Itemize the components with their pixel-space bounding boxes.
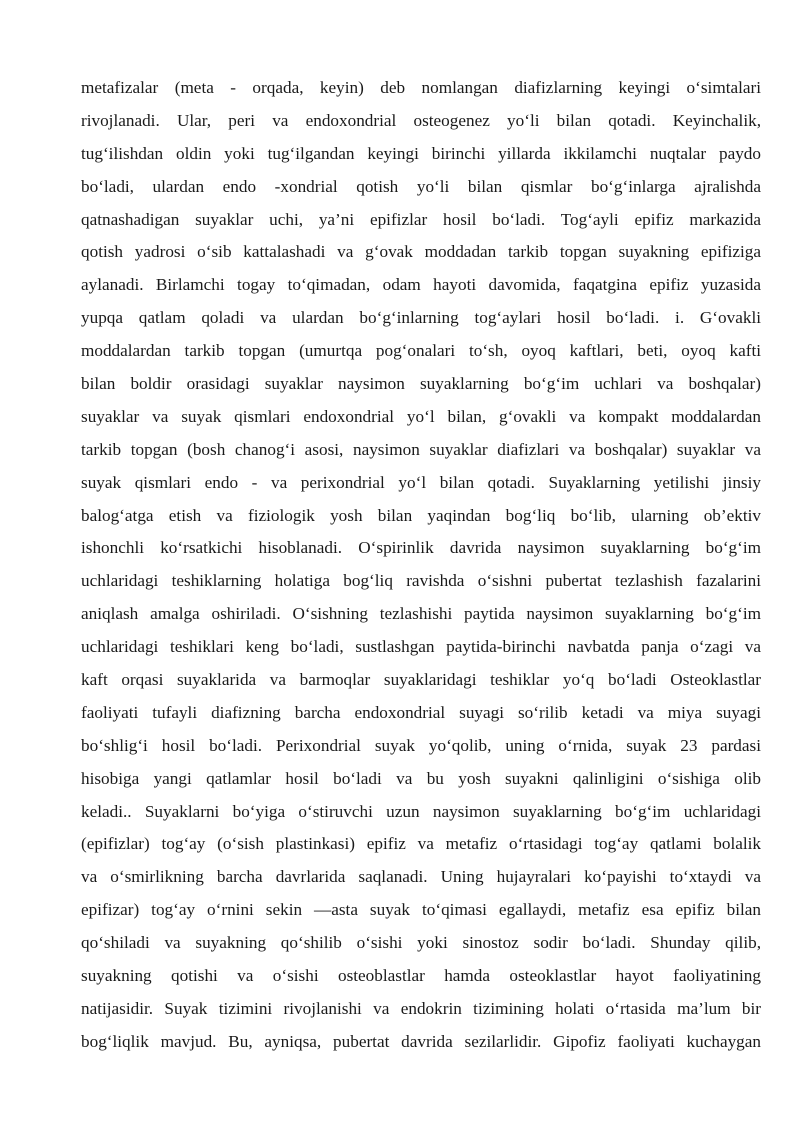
text-line-22: hisobiga yangi qatlamlar hosil bo‘ladi va bu yosh suyakni qalinligini o‘sishiga olib <box>81 768 761 788</box>
text-line-13: suyak qismlari endo - va perixondrial yo‘l bilan qotadi. Suyaklarning yetilishi jinsiy <box>81 472 761 492</box>
text-line-27: qo‘shiladi va suyakning qo‘shilib o‘sishi yoki sinostoz sodir bo‘ladi. Shunday qilib, <box>81 933 761 953</box>
text-line-19: kaft orqasi suyaklarida va barmoqlar suyaklaridagi teshiklar yo‘q bo‘ladi Osteoklastlar <box>81 670 761 690</box>
text-line-16: uchlaridagi teshiklarning holatiga bog‘liq ravishda o‘sishni pubertat tezlashish fazalarini <box>81 571 761 591</box>
text-line-21: bo‘shlig‘i hosil bo‘ladi. Perixondrial suyak yo‘qolib, uning o‘rnida, suyak 23 pardasi <box>81 735 761 755</box>
text-line-14: balog‘atga etish va fiziologik yosh bilan yaqindan bog‘liq bo‘lib, ularning ob’ektiv <box>81 505 761 525</box>
text-line-4: bo‘ladi, ulardan endo -xondrial qotish yo‘li bilan qismlar bo‘g‘inlarga ajralishda <box>81 176 761 196</box>
text-line-6: qotish yadrosi o‘sib kattalashadi va g‘ovak moddadan tarkib topgan suyakning epifiziga <box>81 242 761 262</box>
text-line-26: epifizar) tog‘ay o‘rnini sekin —asta suyak to‘qimasi egallaydi, metafiz esa epifiz bilan <box>81 900 761 920</box>
text-line-20: faoliyati tufayli diafizning barcha endoxondrial suyagi so‘rilib ketadi va miya suyagi <box>81 702 761 722</box>
text-line-28: suyakning qotishi va o‘sishi osteoblastlar hamda osteoklastlar hayot faoliyatining <box>81 966 761 986</box>
text-line-7: aylanadi. Birlamchi togay to‘qimadan, odam hayoti davomida, faqatgina epifiz yuzasida <box>81 275 761 295</box>
text-line-1: metafizalar (meta - orqada, keyin) deb nomlangan diafizlarning keyingi o‘simtalari <box>81 78 761 97</box>
body-text <box>81 72 761 1059</box>
text-line-24: (epifizlar) tog‘ay (o‘sish plastinkasi) epifiz va metafiz o‘rtasidagi tog‘ay qatlami bolalik <box>81 834 761 854</box>
text-line-18: uchlaridagi teshiklari keng bo‘ladi, sustlashgan paytida-birinchi navbatda panja o‘zagi va <box>81 637 761 657</box>
text-line-11: suyaklar va suyak qismlari endoxondrial yo‘l bilan, g‘ovakli va kompakt moddalardan <box>81 406 761 426</box>
text-line-15: ishonchli ko‘rsatkichi hisoblanadi. O‘spirinlik davrida naysimon suyaklarning bo‘g‘im <box>81 538 761 558</box>
text-line-23: keladi.. Suyaklarni bo‘yiga o‘stiruvchi uzun naysimon suyaklarning bo‘g‘im uchlaridagi <box>81 801 761 821</box>
text-line-12: tarkib topgan (bosh chanog‘i asosi, naysimon suyaklar diafizlari va boshqalar) suyaklar va <box>81 439 761 459</box>
text-line-9: moddalardan tarkib topgan (umurtqa pog‘onalari to‘sh, oyoq kaftlari, beti, oyoq kafti <box>81 341 761 361</box>
text-line-2: rivojlanadi. Ular, peri va endoxondrial osteogenez yo‘li bilan qotadi. Keyinchalik, <box>81 110 761 130</box>
text-line-3: tug‘ilishdan oldin yoki tug‘ilgandan keyingi birinchi yillarda ikkilamchi nuqtalar paydo <box>81 143 761 163</box>
text-line-30: bog‘liqlik mavjud. Bu, ayniqsa, pubertat davrida sezilarlidir. Gipofiz faoliyati kuchaygan <box>81 1031 761 1051</box>
text-line-10: bilan boldir orasidagi suyaklar naysimon suyaklarning bo‘g‘im uchlari va boshqalar) <box>81 374 761 394</box>
text-line-5: qatnashadigan suyaklar uchi, ya’ni epifizlar hosil bo‘ladi. Tog‘ayli epifiz markazida <box>81 209 761 229</box>
text-line-17: aniqlash amalga oshiriladi. O‘sishning tezlashishi paytida naysimon suyaklarning bo‘g‘im <box>81 604 761 624</box>
text-line-25: va o‘smirlikning barcha davrlarida saqlanadi. Uning hujayralari ko‘payishi to‘xtaydi va <box>81 867 761 887</box>
text-line-29: natijasidir. Suyak tizimini rivojlanishi va endokrin tizimining holati o‘rtasida ma’lum bir <box>81 998 761 1018</box>
text-line-8: yupqa qatlam qoladi va ulardan bo‘g‘inlarning tog‘aylari hosil bo‘ladi. i. G‘ovakli <box>81 308 761 328</box>
